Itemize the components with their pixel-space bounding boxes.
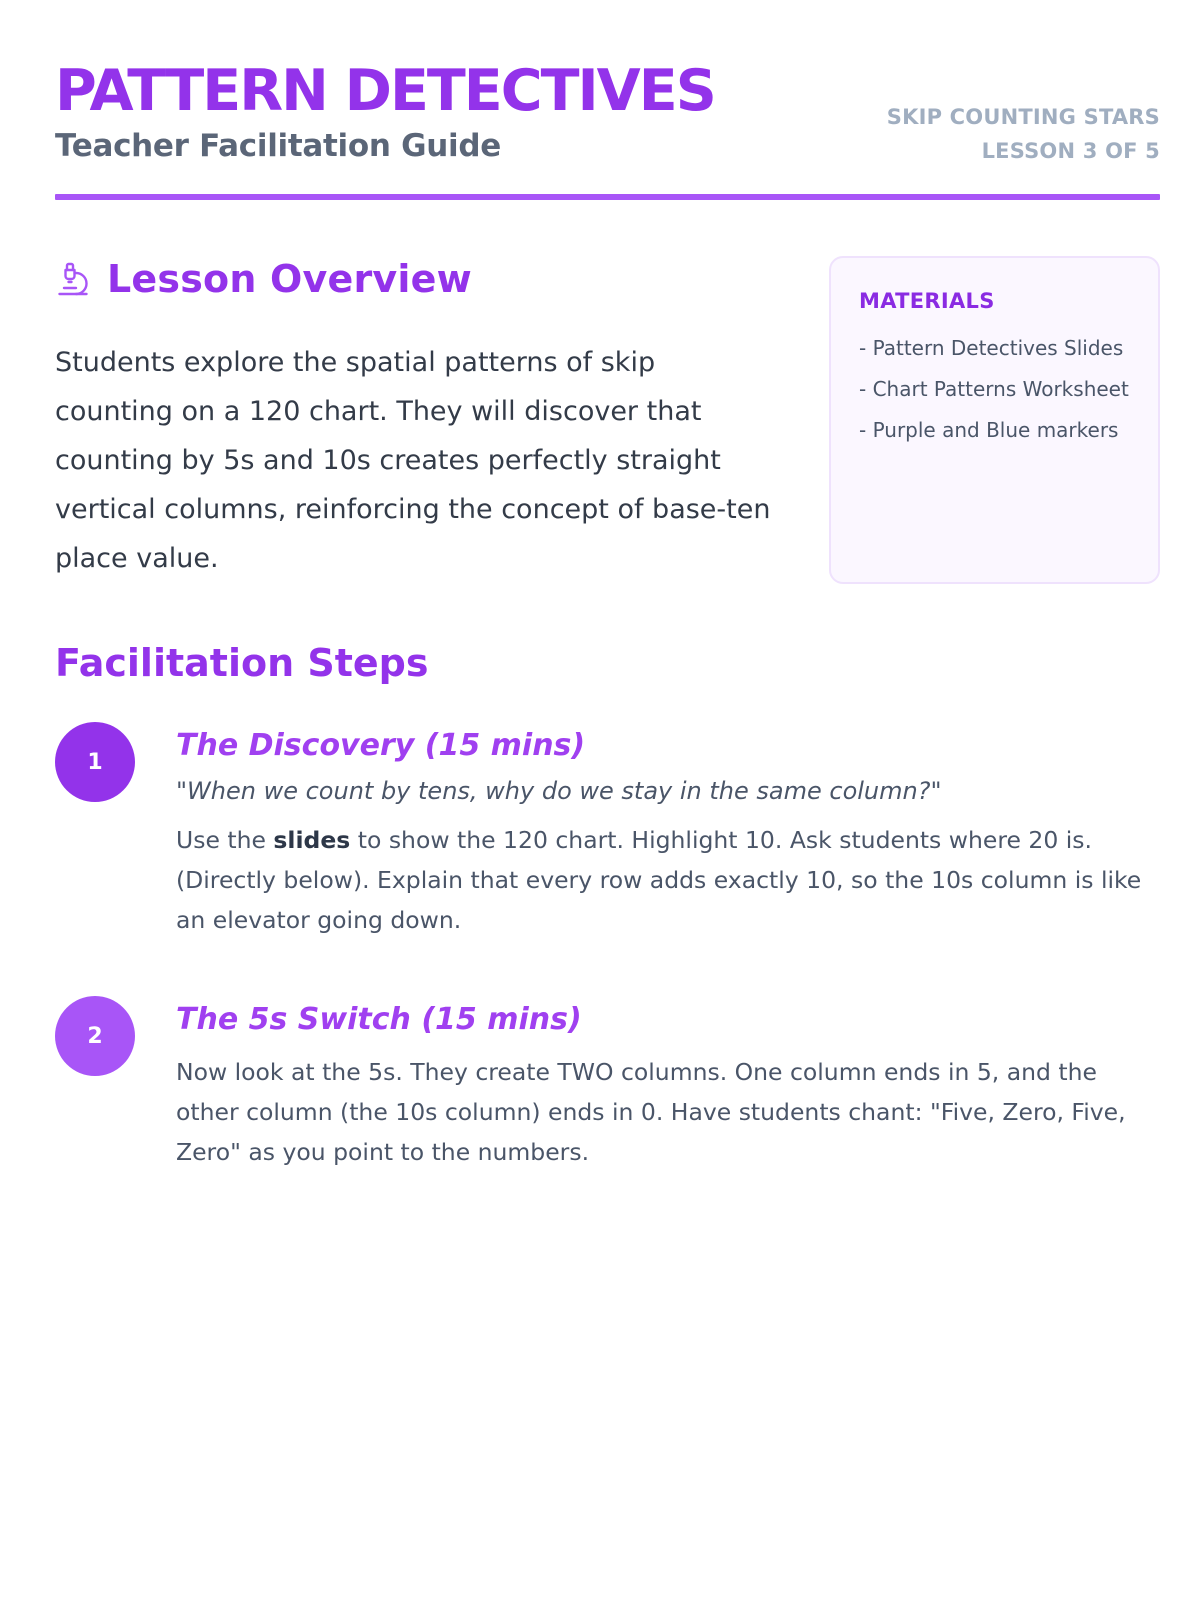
materials-item: - Pattern Detectives Slides: [859, 336, 1124, 360]
lesson-overview-heading: [55, 256, 775, 302]
header-divider: [55, 194, 1160, 200]
materials-title: MATERIALS: [859, 289, 995, 313]
materials-item: - Chart Patterns Worksheet: [859, 377, 1129, 401]
document-title: PATTERN DETECTIVES: [55, 58, 715, 124]
lesson-meta: [887, 100, 1160, 168]
materials-list: [859, 332, 1130, 447]
step-text: Now look at the 5s. They create TWO columns. One column ends in 5, and the other column (the 10s column) ends in 0. Have students chant: "Five, Zero, Five, Zero" as you point to the numbers.: [176, 1058, 1126, 1166]
lesson-overview-title: Lesson Overview: [107, 257, 472, 301]
step-title: The 5s Switch (15 mins): [176, 1002, 582, 1037]
microscope-icon: [55, 260, 91, 298]
step-text-part: Use the: [176, 826, 274, 854]
step-number-badge: 1: [55, 722, 135, 802]
step-number-badge: 2: [55, 996, 135, 1076]
materials-item: - Purple and Blue markers: [859, 418, 1119, 442]
lesson-overview-section: [55, 256, 775, 583]
step-title: The Discovery (15 mins): [176, 728, 586, 763]
document-page: [55, 0, 1160, 1600]
step-text-bold: slides: [273, 826, 351, 854]
facilitation-steps-heading: Facilitation Steps: [55, 641, 429, 685]
step-quote: "When we count by tens, why do we stay in the same column?": [176, 777, 942, 805]
lesson-number: LESSON 3 OF 5: [981, 139, 1160, 163]
document-header: [55, 58, 1160, 202]
series-name: SKIP COUNTING STARS: [886, 105, 1160, 129]
step-body: [176, 722, 1160, 940]
lesson-overview-text: Students explore the spatial patterns of skip counting on a 120 chart. They will discover that counting by 5s and 10s creates perfectly straight vertical columns, reinforcing the concept of base-ten place value.: [55, 347, 771, 574]
document-subtitle: Teacher Facilitation Guide: [55, 128, 501, 164]
step-text: [176, 820, 1160, 940]
step-body: [176, 996, 1160, 1172]
materials-box: [829, 256, 1160, 584]
step-text-part: to show the 120 chart. Highlight 10. Ask students where 20 is. (Directly below). Explain that every row adds exactly 10, so the 10s column is like an elevator going down.: [176, 826, 1142, 934]
